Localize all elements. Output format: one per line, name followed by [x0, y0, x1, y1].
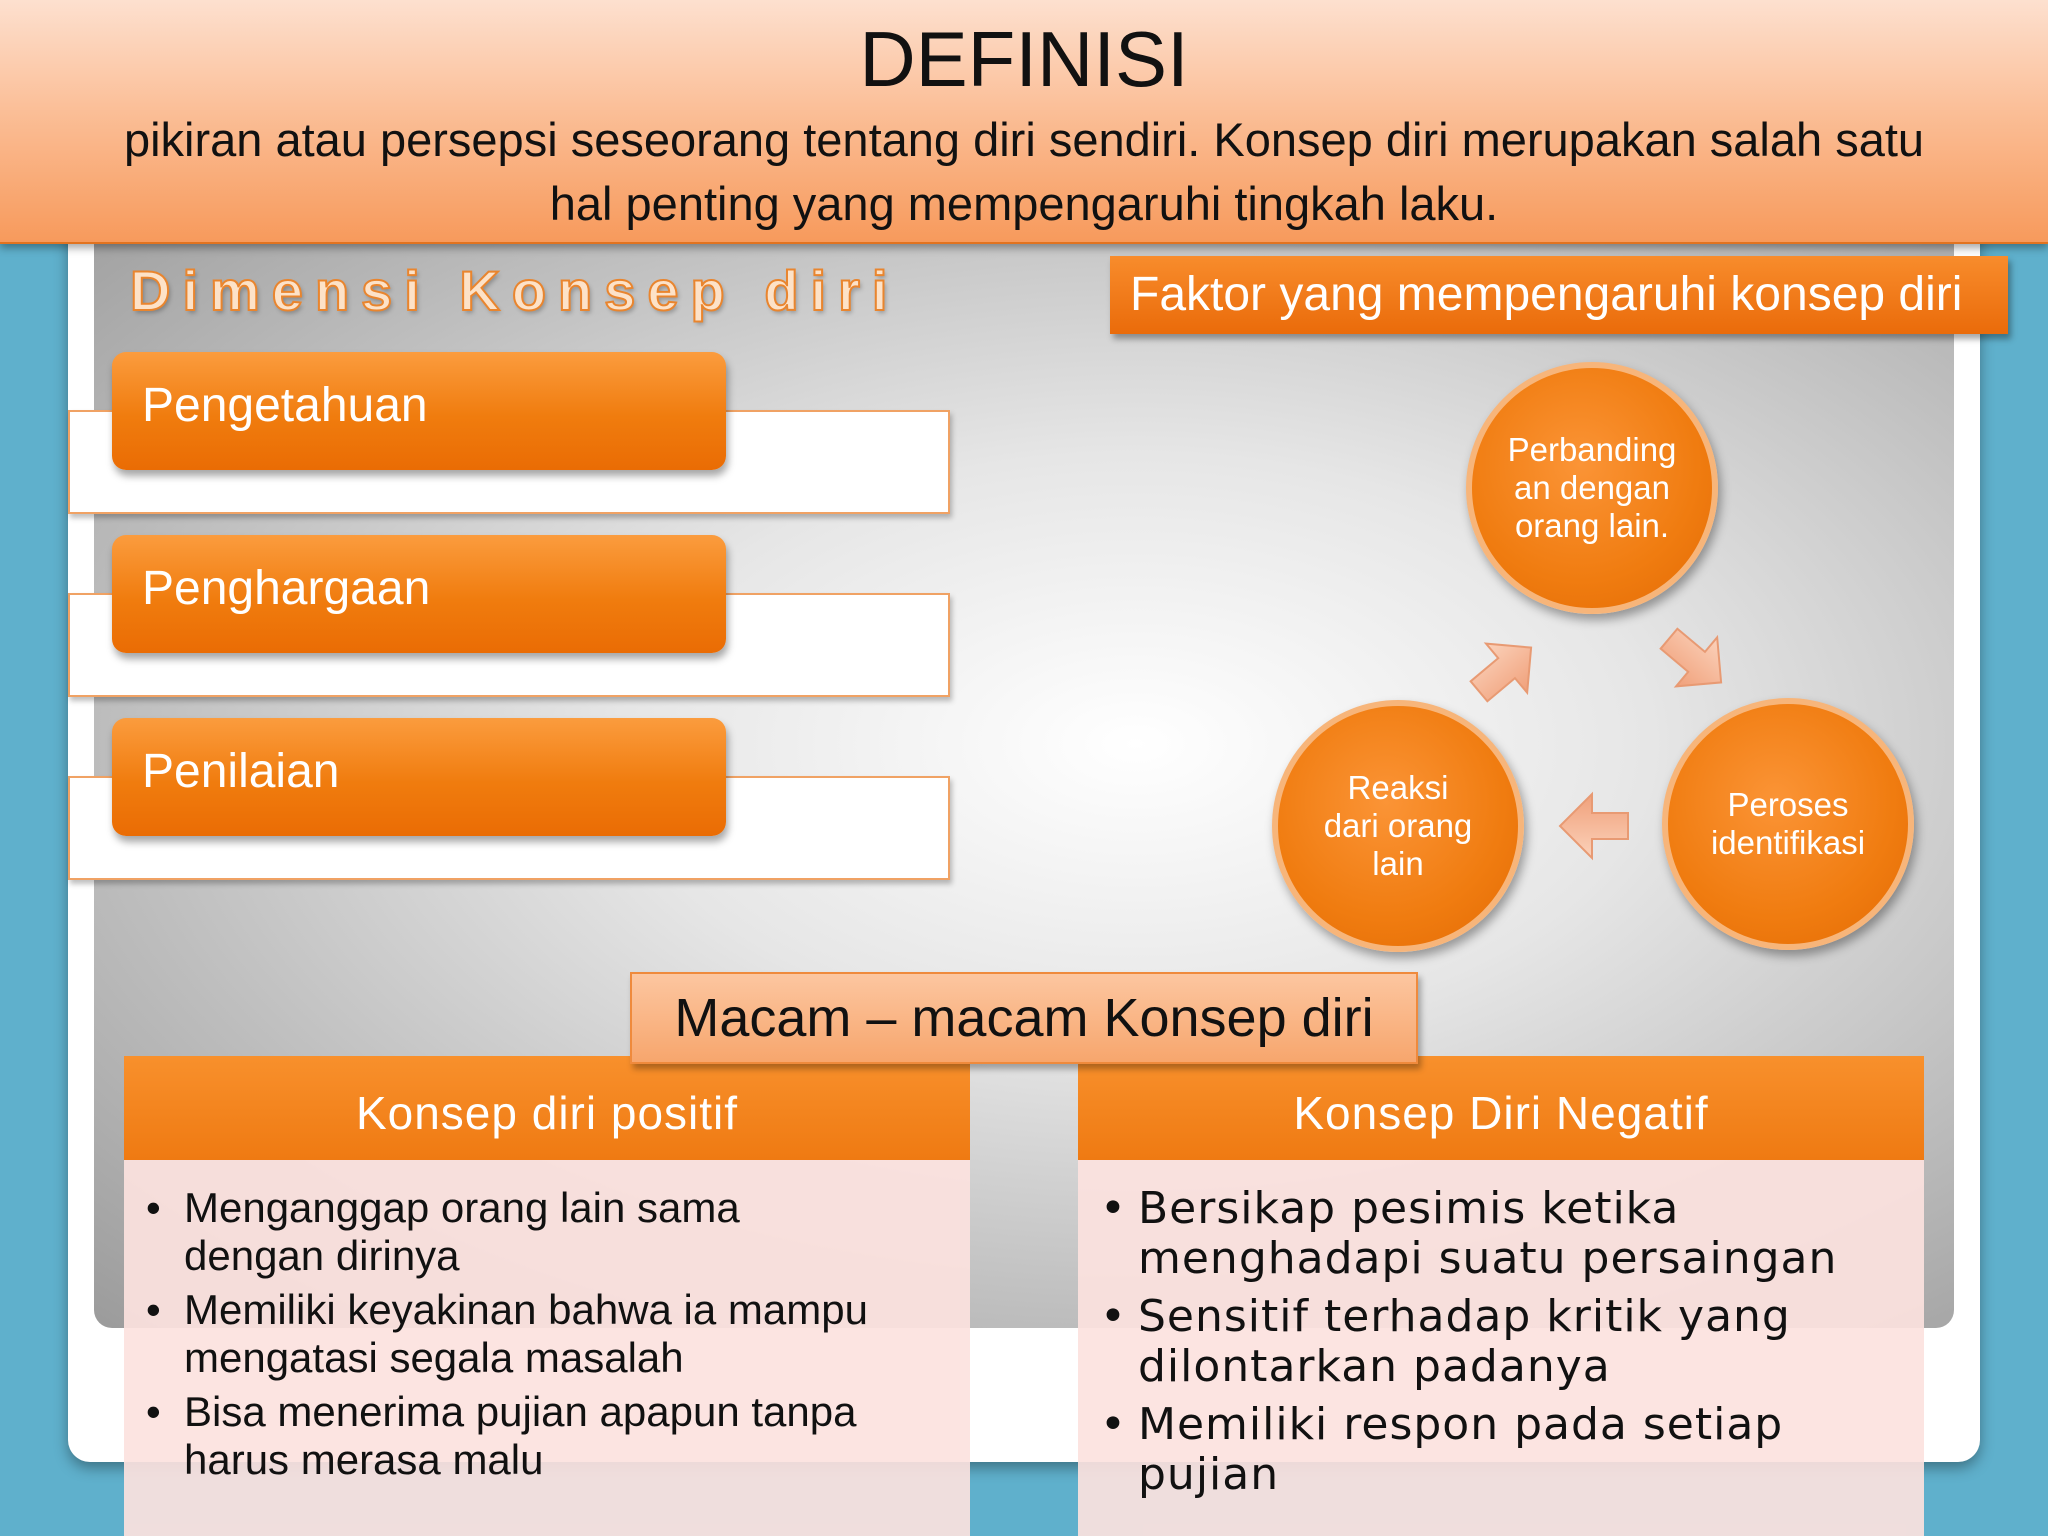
circle-left-line-2: dari orang: [1323, 807, 1473, 844]
definisi-title: DEFINISI: [859, 15, 1189, 103]
negatif-body: [1078, 1160, 1924, 1536]
faktor-circle-perbandingan: [1466, 362, 1718, 614]
list-item-line: • Menganggap orang lain sama: [184, 1184, 740, 1231]
arrow-up-right-icon: [1458, 623, 1551, 716]
faktor-circle-identifikasi: [1662, 698, 1914, 950]
circle-top-line-2: an dengan: [1514, 469, 1670, 506]
positif-list: [124, 1184, 970, 1484]
list-item-line: • Sensitif terhadap kritik yang: [1138, 1291, 1791, 1342]
negatif-list: [1078, 1184, 1924, 1500]
list-item-line: • Memiliki respon pada setiap: [1138, 1399, 1784, 1450]
list-item: [124, 1286, 970, 1382]
list-item: [1078, 1184, 1924, 1284]
list-item-line: dilontarkan padanya: [1138, 1341, 1611, 1392]
definisi-text: [30, 108, 2018, 236]
list-item-line: pujian: [1138, 1449, 1280, 1500]
arrow-down-right-icon: [1648, 614, 1740, 707]
dimensi-item-penghargaan: Penghargaan: [112, 535, 726, 653]
faktor-circle-reaksi: [1272, 700, 1524, 952]
list-item-line: • Bisa menerima pujian apapun tanpa: [184, 1388, 857, 1435]
list-item-line: menghadapi suatu persaingan: [1138, 1233, 1838, 1284]
arrow-left-icon: [1560, 794, 1628, 858]
list-item: [124, 1388, 970, 1484]
definisi-line-1: pikiran atau persepsi seseorang tentang diri sendiri. Konsep diri merupakan salah satu: [123, 113, 1925, 166]
positif-header: Konsep diri positif: [124, 1056, 970, 1160]
list-item: [124, 1184, 970, 1280]
circle-left-line-3: lain: [1372, 845, 1424, 882]
list-item-line: • Bersikap pesimis ketika: [1138, 1183, 1680, 1234]
definisi-line-2: hal penting yang mempengaruhi tingkah laku.: [549, 177, 1499, 230]
faktor-title: Faktor yang mempengaruhi konsep diri: [1110, 256, 2008, 334]
dimensi-title: Dimensi Konsep diri: [130, 259, 900, 322]
circle-left-line-1: Reaksi: [1347, 769, 1449, 806]
negatif-header: Konsep Diri Negatif: [1078, 1056, 1924, 1160]
list-item-line: • Memiliki keyakinan bahwa ia mampu: [184, 1286, 868, 1333]
circle-top-line-1: Perbanding: [1507, 431, 1677, 468]
circle-right-line-2: identifikasi: [1710, 824, 1866, 861]
circle-top-line-3: orang lain.: [1514, 507, 1670, 544]
list-item-line: dengan dirinya: [184, 1232, 460, 1279]
list-item-line: mengatasi segala masalah: [184, 1334, 684, 1381]
list-item: [1078, 1400, 1924, 1500]
circle-right-line-1: Peroses: [1727, 786, 1849, 823]
list-item-line: harus merasa malu: [184, 1436, 544, 1483]
list-item: [1078, 1292, 1924, 1392]
dimensi-item-penilaian: Penilaian: [112, 718, 726, 836]
dimensi-item-pengetahuan: Pengetahuan: [112, 352, 726, 470]
macam-title: Macam – macam Konsep diri: [630, 972, 1418, 1064]
positif-body: [124, 1160, 970, 1536]
